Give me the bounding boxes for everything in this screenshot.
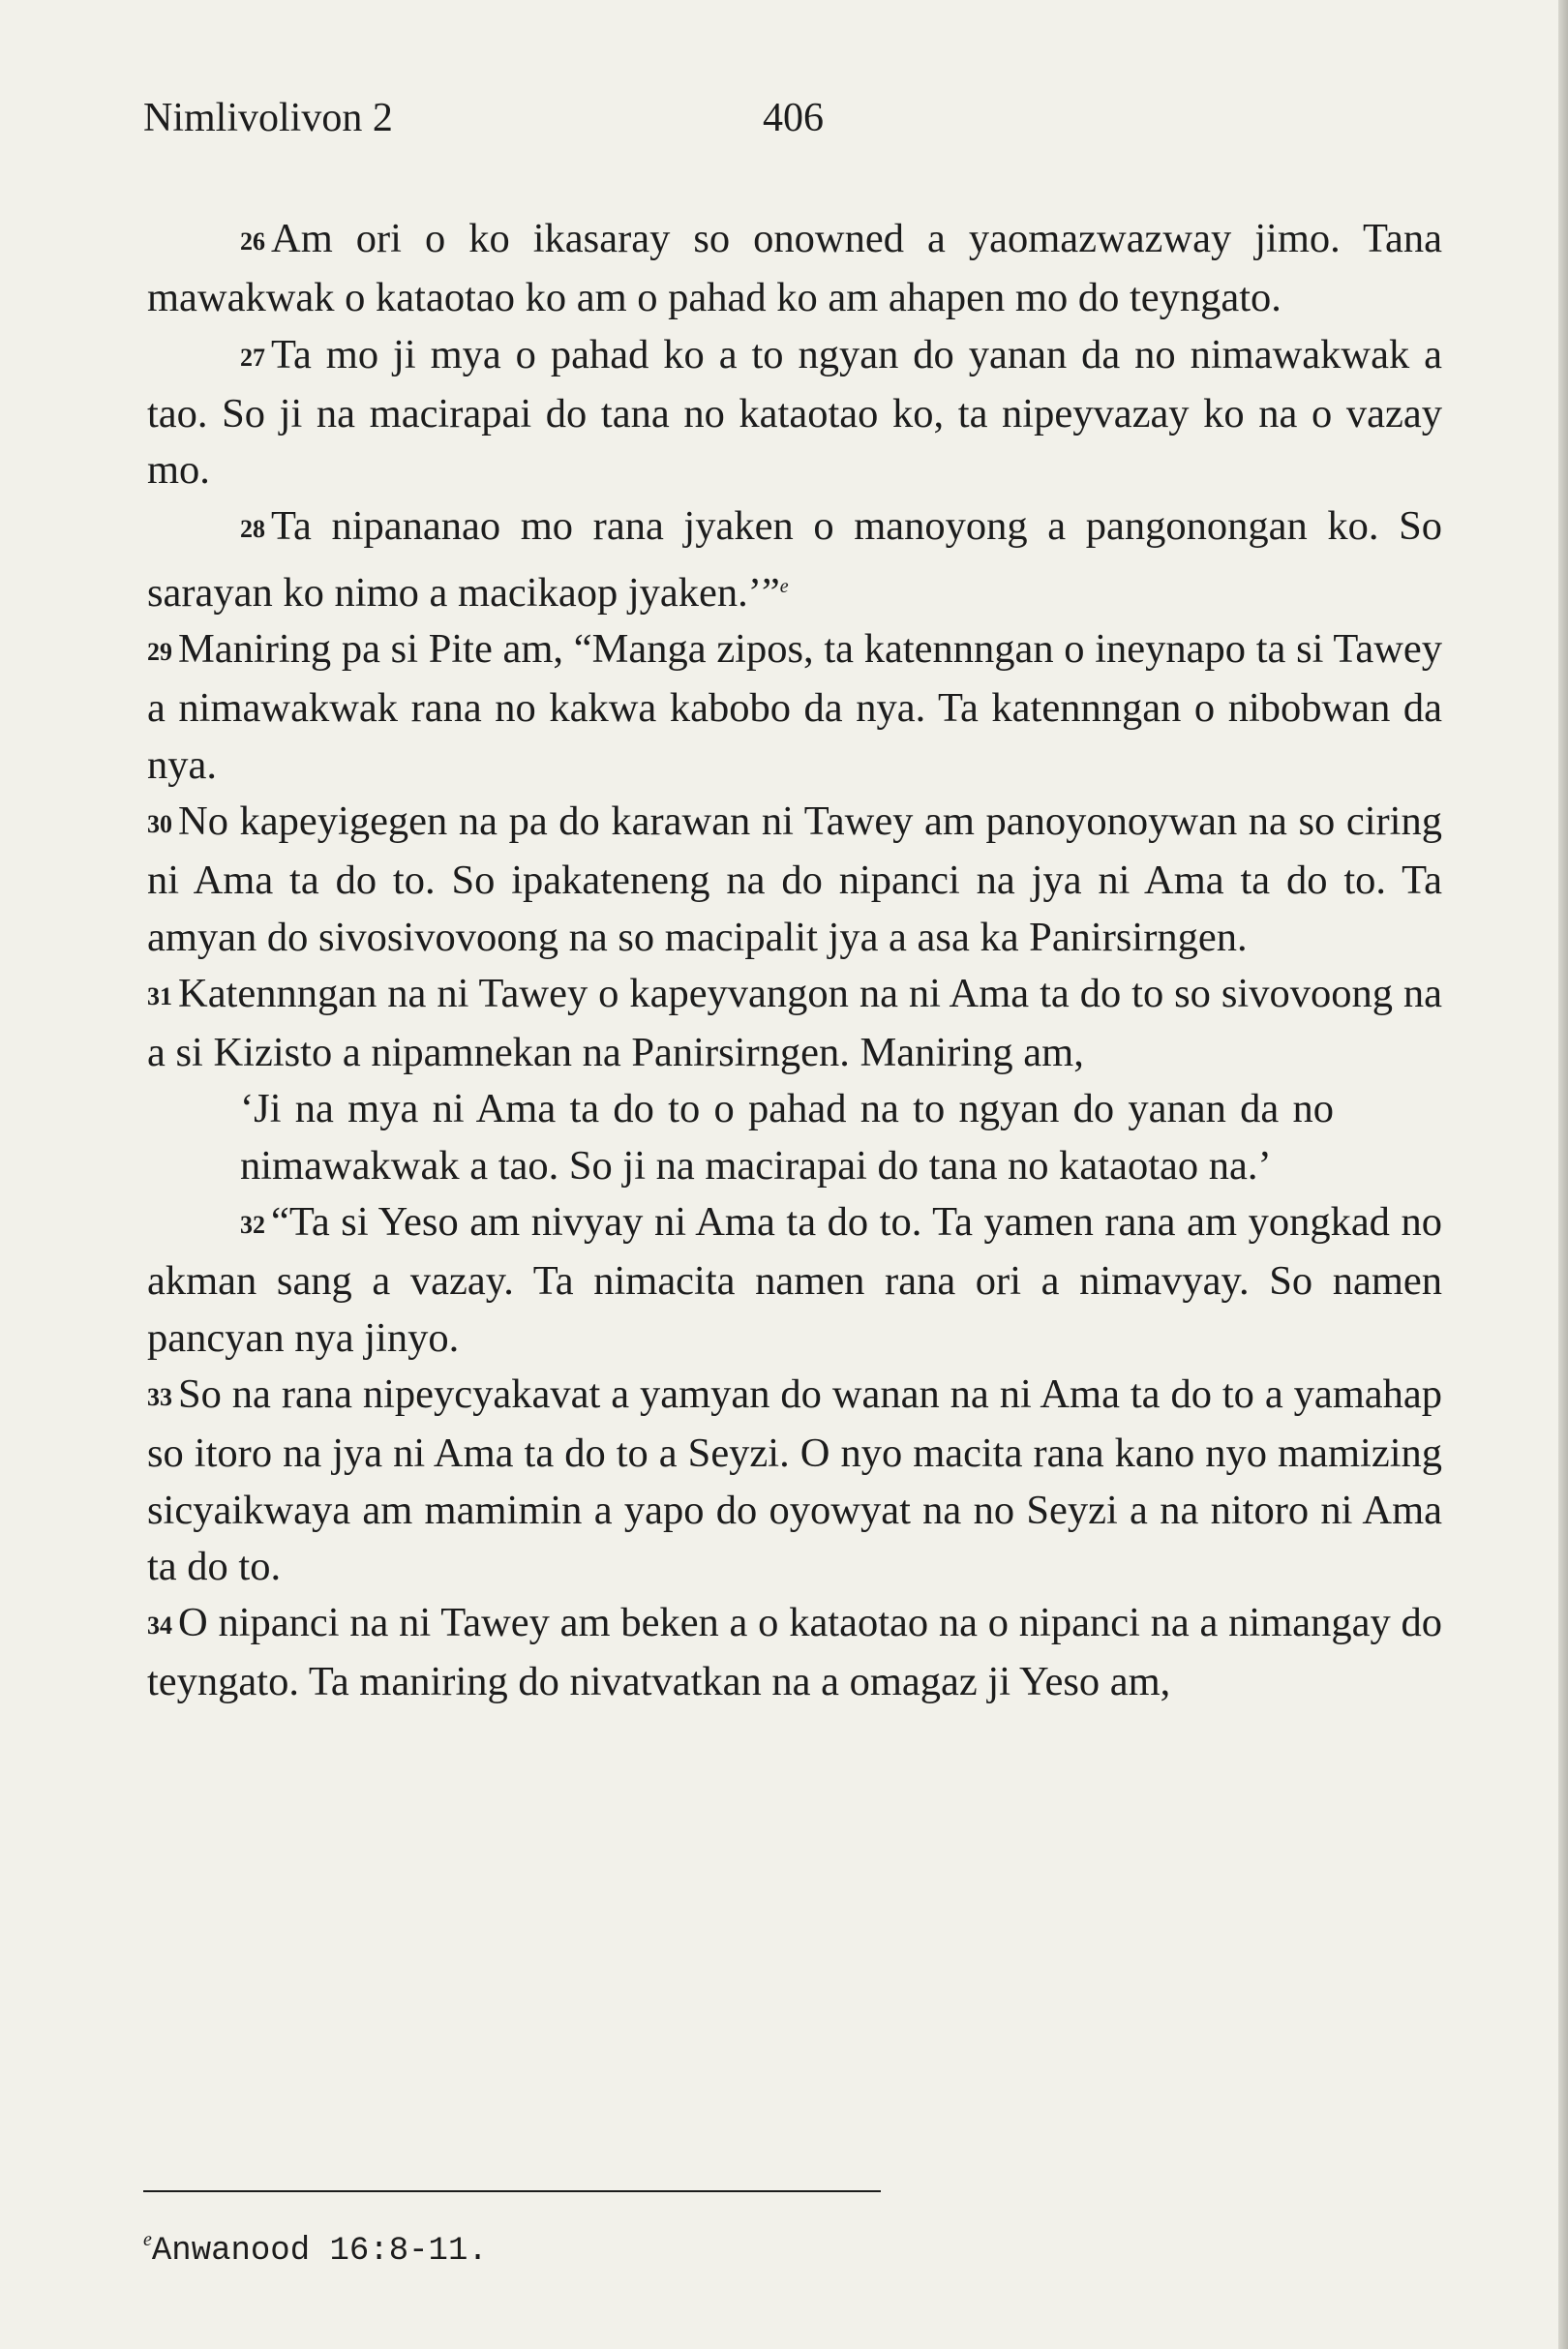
verse-34 <box>147 1595 1442 1711</box>
verse-number: 31 <box>147 981 172 1010</box>
verse-text: Ta nipananao mo rana jyaken o manoyong a pangonongan ko. So sarayan ko nimo a macikaop jyaken.’” <box>147 503 1442 616</box>
verse-32 <box>147 1194 1442 1367</box>
verse-number: 32 <box>240 1211 265 1240</box>
running-head: Nimlivolivon 2 <box>143 96 393 140</box>
verse-31 <box>147 966 1442 1082</box>
page-number: 406 <box>763 96 824 140</box>
verse-number: 26 <box>240 227 265 256</box>
verse-26 <box>147 211 1442 327</box>
verse-number: 34 <box>147 1611 172 1641</box>
footnote-text: Anwanood 16:8-11. <box>151 2233 488 2270</box>
verse-number: 28 <box>240 515 265 544</box>
verse-text: Katennngan na ni Tawey o kapeyvangon na ni Ama ta do to so sivovoong na a si Kizisto a nipamnekan na Panirsirngen. Maniring am, <box>147 970 1442 1076</box>
page-edge <box>1558 0 1568 2349</box>
verse-text: So na rana nipeycyakavat a yamyan do wanan na ni Ama ta do to a yamahap so itoro na jya ni Ama ta do to a Seyzi. O nyo macita rana kano nyo mamizing sicyaikwaya am mamimin a yapo do oyowyat na no Seyzi a na nitoro ni Ama ta do to. <box>147 1370 1442 1589</box>
verse-text: “Ta si Yeso am nivyay ni Ama ta do to. Ta yamen rana am yongkad no akman sang a vazay. Ta nimacita namen rana ori a nimavyay. So namen pancyan nya jinyo. <box>147 1199 1442 1361</box>
verse-text: O nipanci na ni Tawey am beken a o kataotao na o nipanci na a nimangay do teyngato. Ta maniring do nivatvatkan na a omagaz ji Yeso am, <box>147 1600 1442 1705</box>
verse-27 <box>147 327 1442 499</box>
verse-text: Maniring pa si Pite am, “Manga zipos, ta katennngan o ineynapo ta si Tawey a nimawakwak rana no kakwa kabobo da nya. Ta katennngan o nibobwan da nya. <box>147 626 1442 788</box>
footnote-marker: e <box>779 575 789 597</box>
footnote <box>143 2216 488 2274</box>
verse-number: 29 <box>147 638 172 667</box>
page-header <box>143 89 1440 147</box>
verse-33 <box>147 1367 1442 1595</box>
verse-text: Am ori o ko ikasaray so onowned a yaomazwazway jimo. Tana mawakwak o kataotao ko am o pahad ko am ahapen mo do teyngato. <box>147 216 1442 321</box>
verse-30 <box>147 794 1442 966</box>
verse-28 <box>147 498 1442 621</box>
verse-number: 30 <box>147 809 172 838</box>
verse-number: 33 <box>147 1382 172 1411</box>
footnote-letter: e <box>143 2229 152 2250</box>
verse-text: No kapeyigegen na pa do karawan ni Tawey am panoyonoywan na so ciring ni Ama ta do to. So ipakateneng na do nipanci na jya ni Ama ta do to. Ta amyan do sivosivovoong na so macipalit jya a asa ka Panirsirngen. <box>147 798 1442 960</box>
footnote-divider <box>143 2190 881 2192</box>
quotation-block: ‘Ji na mya ni Ama ta do to o pahad na to ngyan do yanan da no nimawakwak a tao. So ji na macirapai do tana no kataotao na.’ <box>240 1086 1334 1189</box>
verse-text: Ta mo ji mya o pahad ko a to ngyan do yanan da no nimawakwak a tao. So ji na macirapai do tana no kataotao ko, ta nipeyvazay ko na o vazay mo. <box>147 331 1442 494</box>
verse-29 <box>147 621 1442 794</box>
verse-number: 27 <box>240 343 265 372</box>
body-text <box>147 211 1442 1711</box>
